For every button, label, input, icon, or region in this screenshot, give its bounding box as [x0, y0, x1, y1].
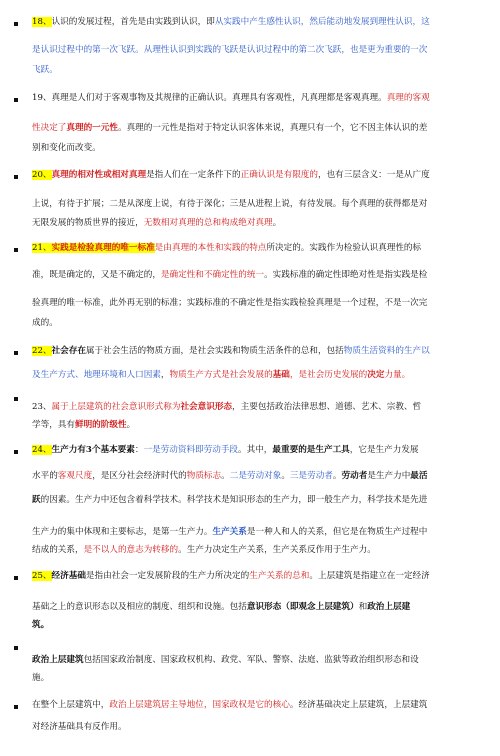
text-line: 24、生产力有3个基本要素：一是劳动资料即劳动手段。其中，最重要的是生产工具，它是生产力发展 [32, 445, 419, 455]
text-line: 成的。 [32, 318, 58, 328]
bullet-icon [14, 646, 18, 650]
text-line: 18、认识的发展过程，首先是由实践到认识，即从实践中产生感性认识，然后能动地发展到理性认识，这 [32, 17, 430, 27]
text-line: 19、真理是人们对于客观事物及其规律的正确认识。真理具有客观性，凡真理都是客观真理。真理的客观 [32, 93, 430, 103]
text-line: 施。 [32, 673, 50, 683]
text-line: 生产力的集中体现和主要标志，是第一生产力。生产关系是一种人和人的关系，但它是在物质生产过程中 [32, 527, 428, 537]
text-line: 跃的因素。生产力中还包含着科学技术。科学技术是知识形态的生产力，即一般生产力，科学技术是先进 [32, 495, 428, 505]
text-line: 对经济基础具有反作用。 [32, 722, 127, 732]
bullet-icon [14, 576, 18, 580]
text-line: 25、经济基础是指由社会一定发展阶段的生产力所决定的生产关系的总和。上层建筑是指建立在一定经济 [32, 571, 430, 581]
text-line: 基础之上的意识形态以及相应的制度、组织和设施。包括意识形态（即观念上层建筑）和政治上层建 [32, 602, 411, 612]
text-line: 政治上层建筑包括国家政治制度、国家政权机构、政党、军队、警察、法庭、监狱等政治组织形态和设 [32, 655, 419, 665]
point-number: 18、 [32, 17, 52, 27]
text-line: 结成的关系，是不以人的意志为转移的。生产力决定生产关系，生产关系反作用于生产力。 [32, 545, 376, 555]
text-line: 水平的客观尺度，是区分社会经济时代的物质标志。二是劳动对象。三是劳动者。劳动者是生产力中最活 [32, 471, 428, 481]
text-line: 学等，具有鲜明的阶级性。 [32, 420, 136, 430]
text-line: 别和变化而改变。 [32, 143, 101, 153]
text-line: 及生产方式、地理环境和人口因素，物质生产方式是社会发展的基础，是社会历史发展的决定力量。 [32, 370, 411, 380]
bullet-icon [14, 450, 18, 454]
text-line: 无限发展的物质世界的接近，无数相对真理的总和构成绝对真理。 [32, 218, 282, 228]
bullet-icon [14, 397, 18, 401]
bullet-icon [14, 22, 18, 26]
text-line: 筑。 [32, 620, 50, 630]
text-line: 23、属于上层建筑的社会意识形式称为社会意识形态，主要包括政治法律思想、道德、艺术、宗教、哲 [32, 402, 422, 412]
text-line: 准，既是确定的，又是不确定的，是确定性和不确定性的统一。实践标准的确定性即绝对性是指实践是检 [32, 270, 428, 280]
text-line: 在整个上层建筑中，政治上层建筑居主导地位，国家政权是它的核心。经济基础决定上层建筑，上层建筑 [32, 700, 428, 710]
text-line: 22、社会存在属于社会生活的物质方面，是社会实践和物质生活条件的总和，包括物质生活资料的生产以 [32, 346, 430, 356]
text-line: 是认识过程中的第一次飞跃。从理性认识到实践的飞跃是认识过程中的第二次飞跃，也是更为重要的一次 [32, 45, 428, 55]
text-line: 21、实践是检验真理的唯一标准是由真理的本性和实践的特点所决定的。实践作为检验认识真理性的标 [32, 243, 422, 253]
text-line: 验真理的唯一标准，此外再无别的标准；实践标准的不确定性是指实践检验真理是一个过程，不是一次完 [32, 298, 428, 308]
text-line: 20、真理的相对性或相对真理是指人们在一定条件下的正确认识是有限度的，也有三层含义：一是从广度 [32, 170, 430, 180]
bullet-icon [14, 351, 18, 355]
bullet-icon [14, 175, 18, 179]
bullet-icon [14, 98, 18, 102]
text-line: 飞跃。 [32, 65, 58, 75]
text-line: 上说，有待于扩展；二是从深度上说，有待于深化；三是从进程上说，有待发展。每个真理的获得都是对 [32, 199, 428, 209]
text-line: 性决定了真理的一元性。真理的一元性是指对于特定认识客体来说，真理只有一个，它不因主体认识的差 [32, 123, 428, 133]
bullet-icon [14, 705, 18, 709]
bullet-icon [14, 248, 18, 252]
